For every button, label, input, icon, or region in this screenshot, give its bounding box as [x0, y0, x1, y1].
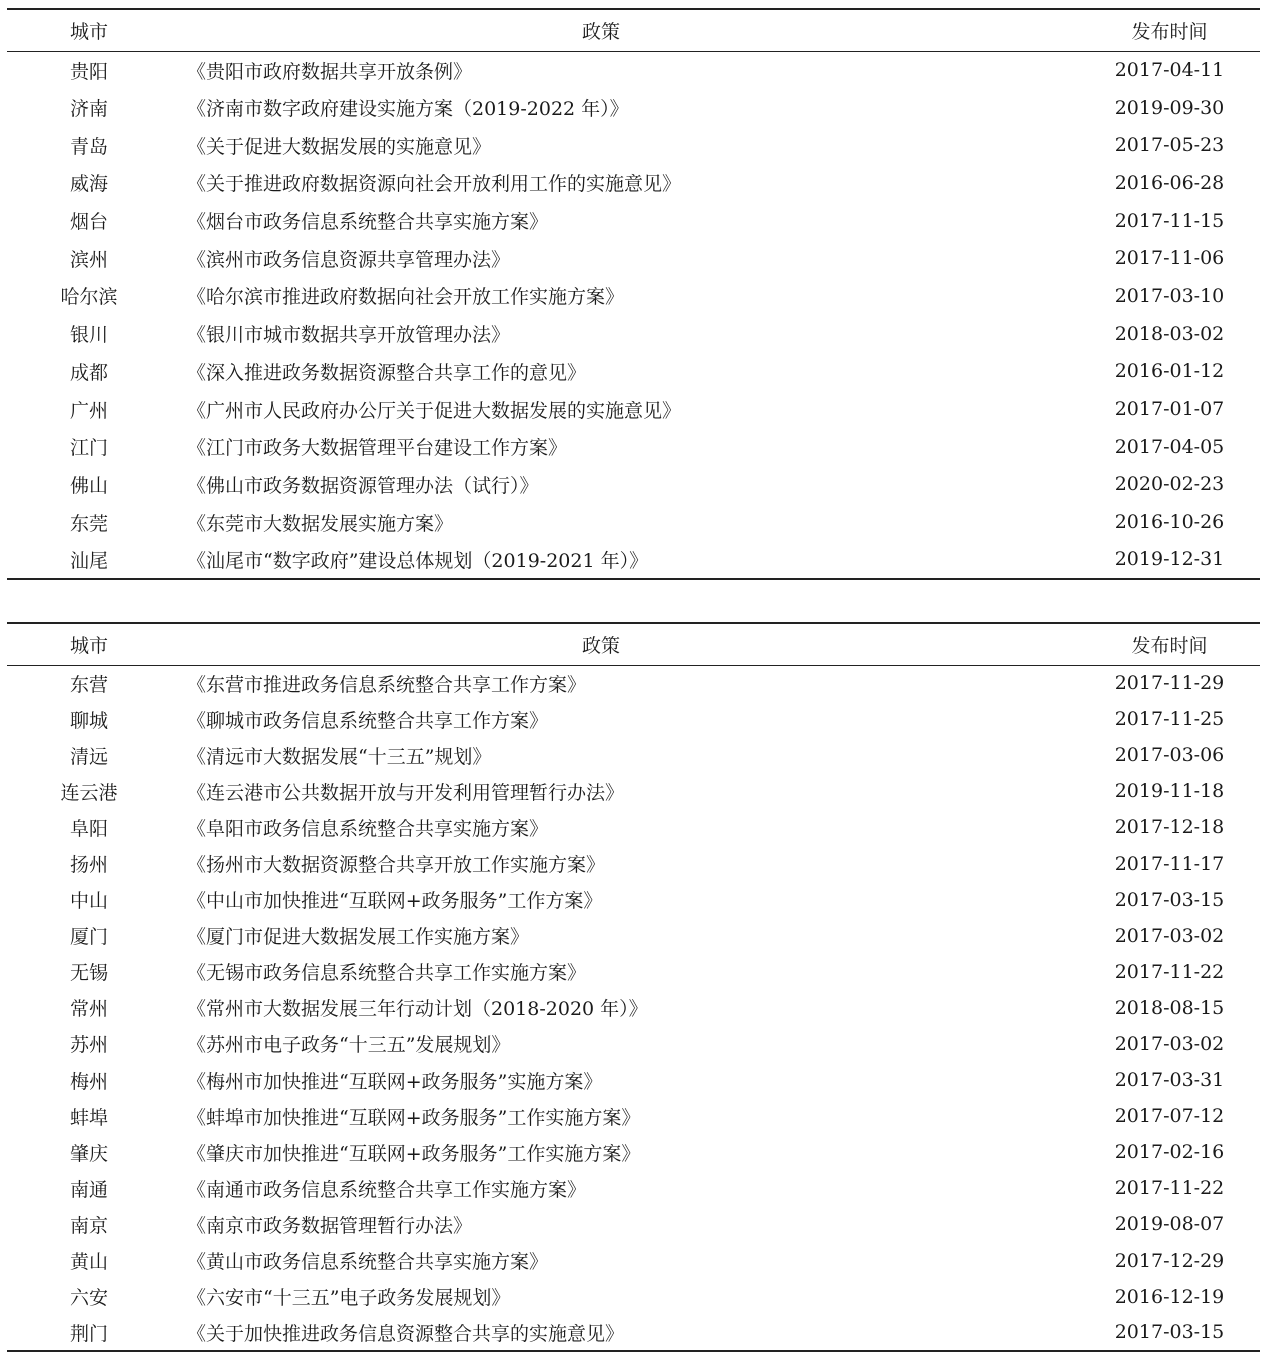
table-row	[7, 1098, 1260, 1134]
date-cell: 2017-11-25	[1114, 708, 1225, 731]
policy-cell: 《济南市数字政府建设实施方案（2019-2022 年）》	[187, 98, 629, 121]
table-row	[7, 1315, 1260, 1351]
policy-cell: 《广州市人民政府办公厅关于促进大数据发展的实施意见》	[187, 399, 682, 422]
city-cell: 佛山	[69, 474, 108, 497]
table-row	[7, 954, 1260, 990]
table-row	[7, 390, 1260, 428]
table-row	[7, 315, 1260, 353]
city-cell: 汕尾	[7, 541, 171, 579]
date-cell: 2017-12-29	[1114, 1249, 1225, 1272]
city-cell: 六安	[69, 1287, 108, 1310]
policy-column-header: 政策	[171, 9, 1031, 51]
policy-cell: 《贵阳市政府数据共享开放条例》	[187, 60, 473, 83]
policy-cell: 《滨州市政务信息资源共享管理办法》	[187, 248, 511, 271]
date-cell: 2017-11-22	[1114, 1177, 1225, 1200]
policy-cell: 《东营市推进政务信息系统整合共享工作方案》	[187, 673, 587, 696]
policy-cell: 《肇庆市加快推进“互联网+政务服务”工作实施方案》	[187, 1142, 641, 1165]
date-cell: 2019-11-18	[1114, 780, 1225, 803]
policy-cell: 《东莞市大数据发展实施方案》	[187, 512, 454, 535]
table-row	[7, 202, 1260, 240]
policy-cell: 《扬州市大数据资源整合共享开放工作实施方案》	[187, 854, 606, 877]
date-column-header: 发布时间	[1031, 623, 1260, 665]
policy-cell: 《烟台市政务信息系统整合共享实施方案》	[187, 211, 549, 234]
date-cell: 2016-01-12	[1114, 360, 1225, 383]
table-row	[7, 1026, 1260, 1062]
date-cell: 2017-11-15	[1114, 209, 1225, 232]
table-row	[7, 1243, 1260, 1279]
table-row	[7, 845, 1260, 881]
date-cell: 2017-03-31	[1114, 1069, 1225, 1092]
city-cell: 聊城	[69, 709, 108, 732]
table-row	[7, 1134, 1260, 1170]
date-cell: 2017-03-06	[1114, 744, 1225, 767]
table-row	[7, 428, 1260, 466]
policy-cell: 《连云港市公共数据开放与开发利用管理暂行办法》	[187, 781, 625, 804]
city-cell: 扬州	[69, 854, 108, 877]
date-cell: 2018-08-15	[1114, 996, 1225, 1019]
table-header-row	[7, 623, 1260, 665]
policy-cell: 《深入推进政务数据资源整合共享工作的意见》	[187, 361, 587, 384]
date-cell: 2016-06-28	[1114, 171, 1225, 194]
date-cell: 2017-07-12	[1114, 1105, 1225, 1128]
city-cell: 连云港	[60, 781, 118, 804]
policy-cell: 《关于促进大数据发展的实施意见》	[187, 135, 492, 158]
city-cell: 滨州	[69, 248, 108, 271]
table-row	[7, 503, 1260, 541]
city-cell: 梅州	[69, 1070, 108, 1093]
date-cell: 2017-12-18	[1114, 816, 1225, 839]
policy-cell: 《南京市政务数据管理暂行办法》	[187, 1214, 473, 1237]
policy-cell: 《阜阳市政务信息系统整合共享实施方案》	[187, 817, 549, 840]
date-cell: 2019-08-07	[1114, 1213, 1225, 1236]
policy-cell: 《六安市“十三五”电子政务发展规划》	[187, 1287, 511, 1310]
table-row	[7, 918, 1260, 954]
date-cell: 2017-04-11	[1114, 59, 1225, 82]
city-cell: 哈尔滨	[60, 286, 118, 309]
date-cell: 2017-03-02	[1114, 924, 1225, 947]
policy-cell: 《关于推进政府数据资源向社会开放利用工作的实施意见》	[187, 173, 682, 196]
table-row	[7, 353, 1260, 391]
date-cell: 2020-02-23	[1114, 473, 1225, 496]
policy-cell: 《银川市城市数据共享开放管理办法》	[187, 324, 511, 347]
date-cell: 2018-03-02	[1114, 322, 1225, 345]
city-column-header: 城市	[7, 9, 171, 51]
table-row	[7, 809, 1260, 845]
table-row	[7, 1279, 1260, 1315]
date-cell: 2016-10-26	[1114, 511, 1225, 534]
table-row	[7, 51, 1260, 89]
city-cell: 广州	[69, 399, 108, 422]
city-cell: 荆门	[7, 1315, 171, 1351]
date-cell: 2017-11-29	[1114, 672, 1225, 695]
table-row	[7, 1170, 1260, 1206]
city-cell: 威海	[69, 173, 108, 196]
date-cell: 2017-03-02	[1114, 1032, 1225, 1055]
date-cell: 2017-03-10	[1114, 284, 1225, 307]
date-cell: 2019-09-30	[1114, 96, 1225, 119]
city-cell: 清远	[69, 745, 108, 768]
policy-cell: 《聊城市政务信息系统整合共享工作方案》	[187, 709, 549, 732]
city-cell: 苏州	[69, 1034, 108, 1057]
policy-cell: 《清远市大数据发展“十三五”规划》	[187, 745, 492, 768]
table-row	[7, 701, 1260, 737]
city-cell: 东莞	[69, 512, 108, 535]
policy-table-2	[7, 622, 1260, 1352]
policy-cell: 《常州市大数据发展三年行动计划（2018-2020 年）》	[187, 998, 648, 1021]
table-row	[7, 164, 1260, 202]
city-cell: 东营	[69, 673, 108, 696]
policy-cell: 《江门市政务大数据管理平台建设工作方案》	[187, 437, 568, 460]
policy-cell: 《蚌埠市加快推进“互联网+政务服务”工作实施方案》	[187, 1106, 641, 1129]
city-cell: 黄山	[69, 1251, 108, 1274]
policy-cell: 《佛山市政务数据资源管理办法（试行）》	[187, 474, 539, 497]
table-row	[7, 126, 1260, 164]
city-cell: 蚌埠	[69, 1106, 108, 1129]
city-cell: 肇庆	[69, 1142, 108, 1165]
city-cell: 南通	[69, 1178, 108, 1201]
date-cell: 2017-03-15	[1031, 1315, 1260, 1351]
city-cell: 无锡	[69, 962, 108, 985]
table-row	[7, 1206, 1260, 1242]
city-cell: 中山	[69, 890, 108, 913]
date-cell: 2016-12-19	[1114, 1285, 1225, 1308]
table-row	[7, 990, 1260, 1026]
table-row	[7, 1062, 1260, 1098]
policy-cell: 《苏州市电子政务“十三五”发展规划》	[187, 1034, 511, 1057]
date-column-header: 发布时间	[1031, 9, 1260, 51]
city-cell: 青岛	[69, 135, 108, 158]
policy-cell: 《无锡市政务信息系统整合共享工作实施方案》	[187, 962, 587, 985]
date-cell: 2017-11-22	[1114, 960, 1225, 983]
city-cell: 贵阳	[69, 60, 108, 83]
policy-cell: 《梅州市加快推进“互联网+政务服务”实施方案》	[187, 1070, 603, 1093]
policy-cell: 《汕尾市“数字政府”建设总体规划（2019-2021 年）》	[171, 541, 1031, 579]
policy-cell: 《哈尔滨市推进政府数据向社会开放工作实施方案》	[187, 286, 625, 309]
city-cell: 烟台	[69, 211, 108, 234]
date-cell: 2017-11-17	[1114, 852, 1225, 875]
table-row	[7, 773, 1260, 809]
table-row	[7, 737, 1260, 773]
city-cell: 银川	[69, 324, 108, 347]
date-cell: 2017-02-16	[1114, 1141, 1225, 1164]
date-cell: 2017-05-23	[1114, 134, 1225, 157]
policy-cell: 《厦门市促进大数据发展工作实施方案》	[187, 926, 530, 949]
city-cell: 成都	[69, 361, 108, 384]
date-cell: 2017-01-07	[1114, 398, 1225, 421]
city-cell: 济南	[69, 98, 108, 121]
city-cell: 常州	[69, 998, 108, 1021]
policy-cell: 《南通市政务信息系统整合共享工作实施方案》	[187, 1178, 587, 1201]
table-row	[7, 541, 1260, 579]
date-cell: 2017-03-15	[1114, 888, 1225, 911]
table-header-row	[7, 9, 1260, 51]
city-cell: 南京	[69, 1214, 108, 1237]
date-cell: 2017-11-06	[1114, 247, 1225, 270]
table-row	[7, 466, 1260, 504]
table-row	[7, 665, 1260, 701]
city-cell: 阜阳	[69, 817, 108, 840]
city-cell: 江门	[69, 437, 108, 460]
policy-cell: 《中山市加快推进“互联网+政务服务”工作方案》	[187, 890, 603, 913]
policy-table-1	[7, 8, 1260, 580]
policy-cell: 《关于加快推进政务信息资源整合共享的实施意见》	[171, 1315, 1031, 1351]
policy-column-header: 政策	[171, 623, 1031, 665]
policy-cell: 《黄山市政务信息系统整合共享实施方案》	[187, 1251, 549, 1274]
city-cell: 厦门	[69, 926, 108, 949]
table-row	[7, 882, 1260, 918]
city-column-header: 城市	[7, 623, 171, 665]
date-cell: 2017-04-05	[1114, 435, 1225, 458]
table-row	[7, 277, 1260, 315]
table-row	[7, 89, 1260, 127]
date-cell: 2019-12-31	[1031, 541, 1260, 579]
table-row	[7, 239, 1260, 277]
